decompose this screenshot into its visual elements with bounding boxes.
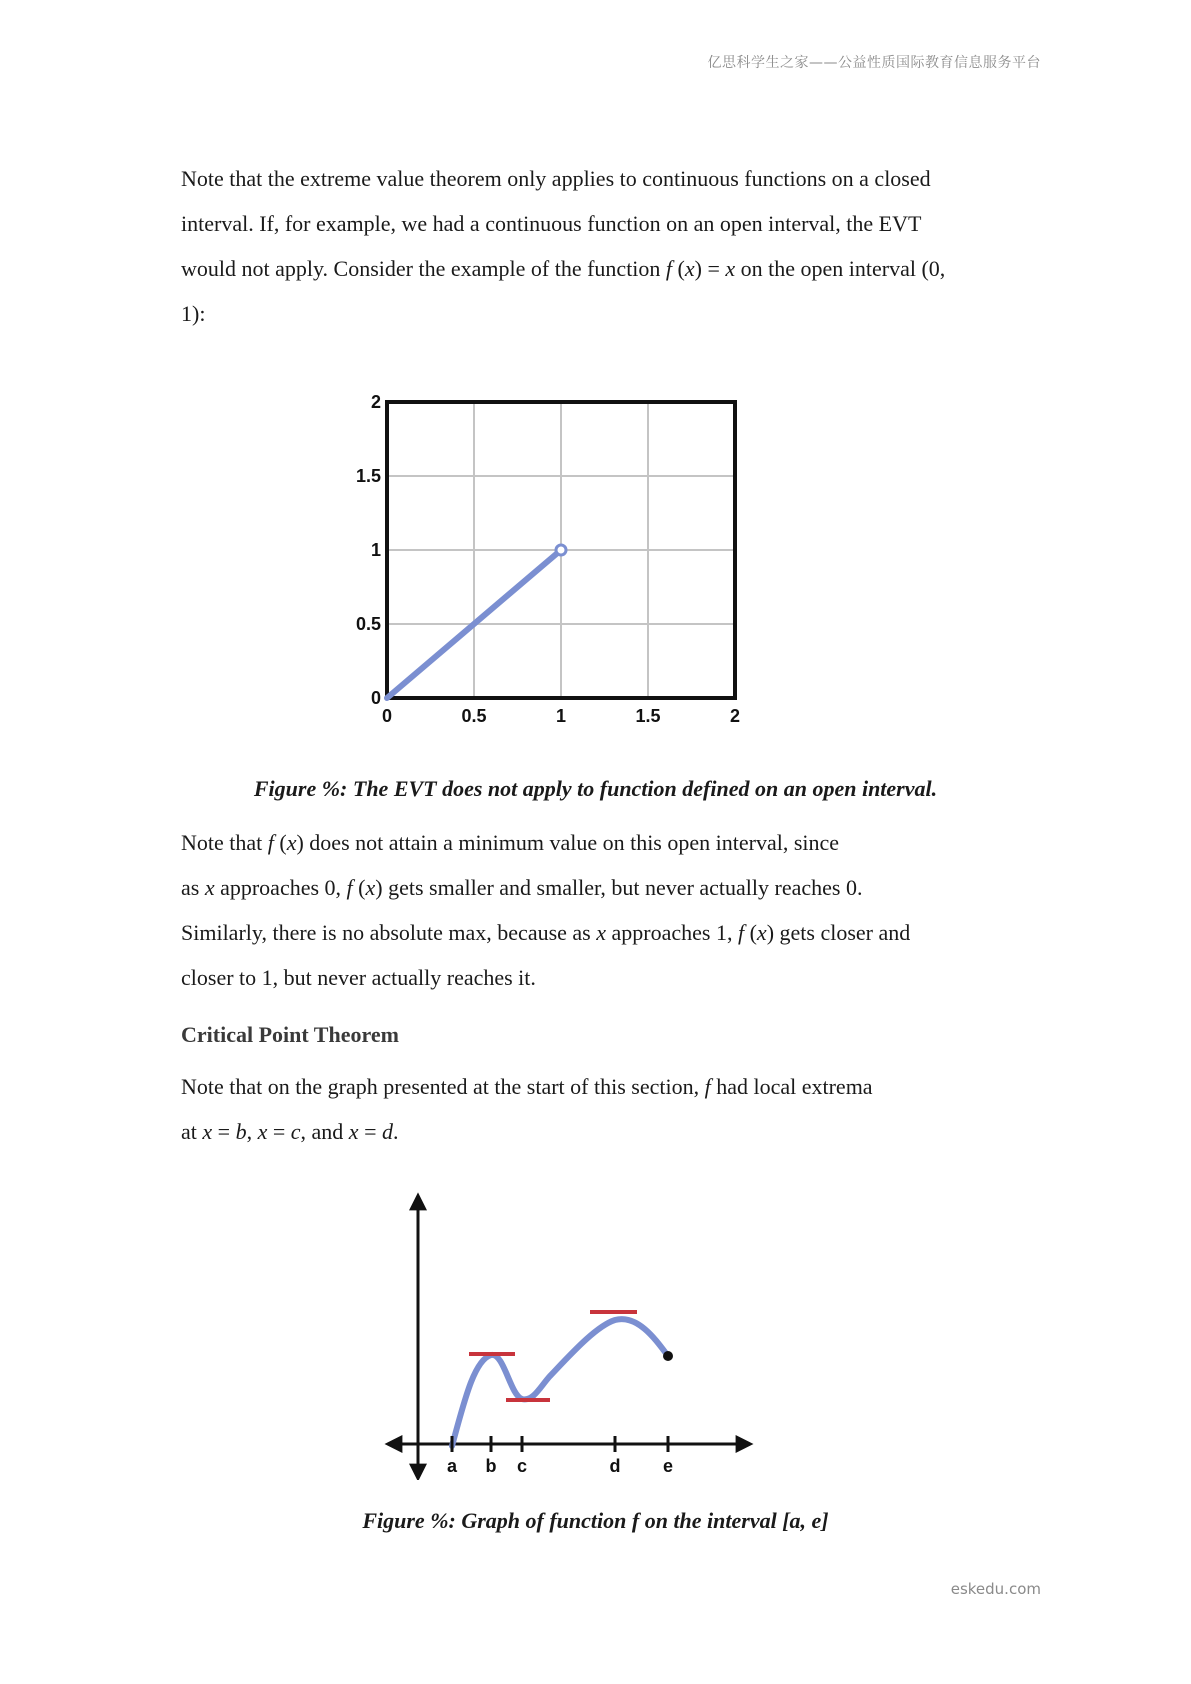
text: at bbox=[181, 1119, 203, 1144]
text: Similarly, there is no absolute max, because as bbox=[181, 920, 597, 945]
y-tick-label: 1 bbox=[370, 540, 381, 560]
text: ( bbox=[352, 875, 366, 900]
figure-critical-points-graph bbox=[380, 1190, 760, 1480]
var: f bbox=[267, 830, 274, 855]
var: x bbox=[365, 875, 376, 900]
var: x bbox=[204, 875, 215, 900]
text: on the open interval (0, bbox=[735, 256, 946, 281]
var: f bbox=[665, 256, 673, 281]
x-tick-label: 1 bbox=[555, 706, 567, 726]
text: ( bbox=[744, 920, 757, 945]
x-tick-label: d bbox=[609, 1456, 621, 1476]
page-header: 亿思科学生之家——公益性质国际教育信息服务平台 bbox=[707, 55, 1041, 71]
x-tick-label: 0 bbox=[381, 706, 393, 726]
var: b bbox=[235, 1119, 247, 1144]
var: f bbox=[704, 1074, 711, 1099]
var: x bbox=[756, 920, 767, 945]
text: ) gets smaller and smaller, but never actually reaches 0. bbox=[375, 875, 863, 900]
var: f bbox=[346, 875, 353, 900]
paragraph-evt-intro bbox=[181, 156, 1041, 336]
closed-endpoint-e bbox=[663, 1351, 673, 1361]
line: Note that the extreme value theorem only applies to continuous functions on a closed bbox=[181, 166, 931, 191]
function-curve bbox=[452, 1319, 668, 1446]
line: 1): bbox=[181, 301, 206, 326]
line: closer to 1, but never actually reaches it. bbox=[181, 965, 536, 990]
text: approaches 1, bbox=[606, 920, 738, 945]
text: ( bbox=[273, 830, 287, 855]
y-tick-label: 0.5 bbox=[355, 614, 381, 634]
text: , bbox=[246, 1119, 258, 1144]
y-tick-label: 0 bbox=[370, 688, 381, 708]
var: f bbox=[737, 920, 745, 945]
text: ( bbox=[672, 256, 685, 281]
paragraph-critical-points bbox=[181, 1064, 1041, 1154]
x-tick-label: 1.5 bbox=[635, 706, 661, 726]
text: as bbox=[181, 875, 205, 900]
text: Note that bbox=[181, 830, 268, 855]
figure-open-interval-chart bbox=[330, 385, 810, 745]
text: . bbox=[392, 1119, 399, 1144]
var: x bbox=[257, 1119, 268, 1144]
text: had local extrema bbox=[710, 1074, 873, 1099]
text: , and bbox=[300, 1119, 349, 1144]
text: approaches 0, bbox=[214, 875, 347, 900]
open-endpoint-marker bbox=[556, 545, 566, 555]
var: x bbox=[684, 256, 695, 281]
section-heading: Critical Point Theorem bbox=[181, 1022, 399, 1047]
y-tick-label: 2 bbox=[370, 392, 381, 412]
var: x bbox=[348, 1119, 359, 1144]
text: ) gets closer and bbox=[766, 920, 911, 945]
paragraph-evt-explanation bbox=[181, 820, 1041, 1000]
line: would not apply. Consider the example of the function bbox=[181, 256, 666, 281]
text: = bbox=[267, 1119, 291, 1144]
text: ) = bbox=[694, 256, 726, 281]
x-tick-label: 0.5 bbox=[461, 706, 487, 726]
text: ) does not attain a minimum value on this open interval, since bbox=[296, 830, 840, 855]
figure-caption-2: Figure %: Graph of function f on the interval [a, e] bbox=[362, 1508, 829, 1533]
y-tick-label: 1.5 bbox=[355, 466, 381, 486]
var: x bbox=[202, 1119, 213, 1144]
page-footer: eskedu.com bbox=[950, 1580, 1041, 1598]
var: x bbox=[725, 256, 736, 281]
text: = bbox=[212, 1119, 236, 1144]
x-tick-label: 2 bbox=[729, 706, 741, 726]
text: Note that on the graph presented at the start of this section, bbox=[181, 1074, 705, 1099]
line: interval. If, for example, we had a continuous function on an open interval, the EVT bbox=[181, 211, 922, 236]
figure-caption-1: Figure %: The EVT does not apply to function defined on an open interval. bbox=[253, 776, 938, 801]
text: = bbox=[358, 1119, 382, 1144]
x-tick-label: c bbox=[516, 1456, 528, 1476]
var: x bbox=[596, 920, 607, 945]
x-tick-label: b bbox=[485, 1456, 497, 1476]
x-tick-label: e bbox=[662, 1456, 674, 1476]
var: x bbox=[286, 830, 297, 855]
x-tick-label: a bbox=[446, 1456, 458, 1476]
var: d bbox=[381, 1119, 393, 1144]
var: c bbox=[290, 1119, 301, 1144]
